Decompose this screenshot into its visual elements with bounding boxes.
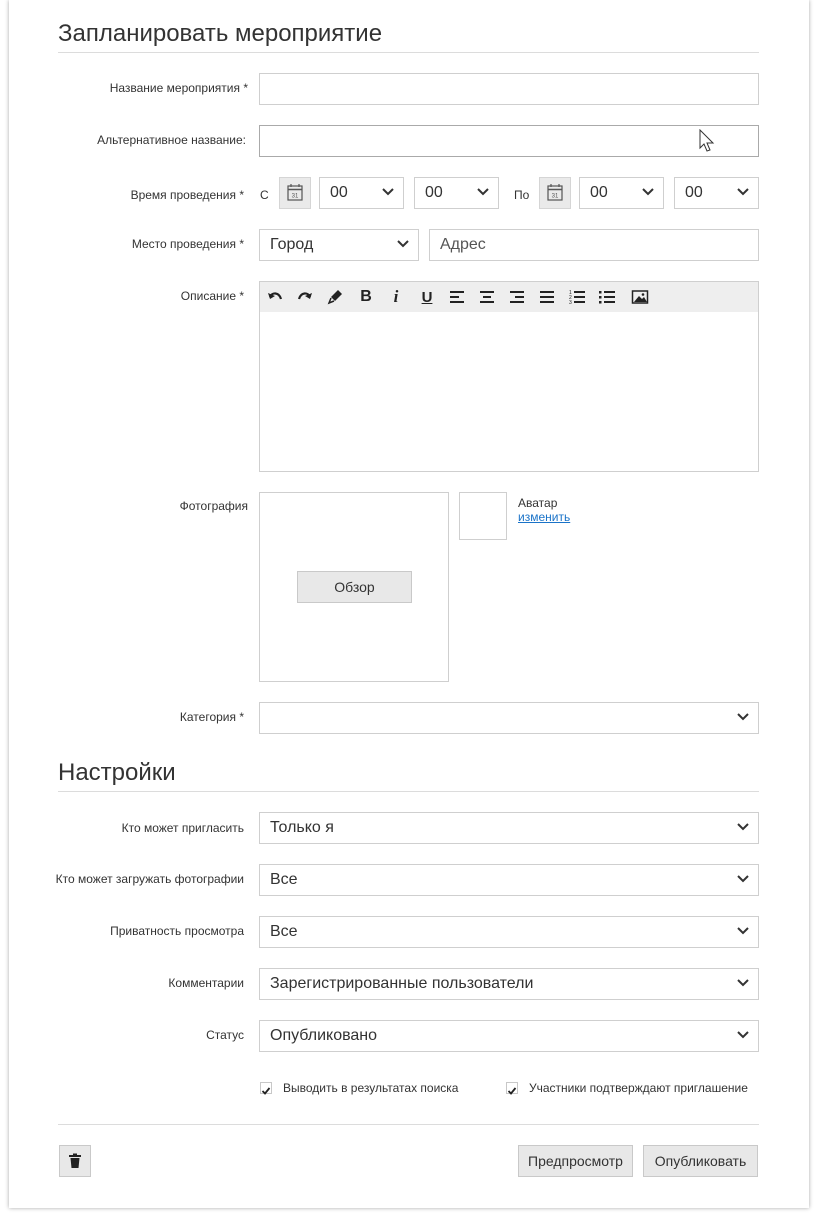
alt-name-input[interactable] (259, 125, 759, 157)
status-label: Статус (206, 1028, 244, 1042)
chevron-down-icon (381, 187, 395, 197)
from-hour-value: 00 (330, 184, 348, 201)
editor-toolbar (259, 281, 759, 313)
page-title: Запланировать мероприятие (58, 20, 383, 47)
clear-format-icon[interactable] (324, 286, 346, 308)
to-minute-select[interactable] (674, 177, 759, 209)
to-minute-value: 00 (685, 184, 703, 201)
avatar-label: Аватар (518, 496, 558, 510)
align-left-icon[interactable] (446, 286, 468, 308)
time-label: Время проведения * (130, 188, 244, 202)
chevron-down-icon (736, 978, 750, 988)
photo-label: Фотография (179, 499, 248, 513)
svg-text:3: 3 (569, 300, 572, 306)
confirm-invite-checkbox-label: Участники подтверждают приглашение (529, 1081, 748, 1095)
to-hour-value: 00 (590, 184, 608, 201)
confirm-invite-checkbox[interactable] (506, 1082, 518, 1094)
delete-button[interactable] (59, 1145, 91, 1177)
publish-button[interactable]: Опубликовать (643, 1145, 758, 1177)
to-calendar-button[interactable] (539, 177, 571, 209)
from-minute-value: 00 (425, 184, 443, 201)
trash-icon (68, 1153, 82, 1169)
description-editor-area[interactable] (259, 312, 759, 472)
align-justify-icon[interactable] (536, 286, 558, 308)
svg-text:2: 2 (569, 295, 572, 301)
chevron-down-icon (641, 187, 655, 197)
chevron-down-icon (736, 712, 750, 722)
category-label: Категория * (179, 710, 244, 724)
address-input[interactable]: Адрес (429, 229, 759, 261)
svg-text:31: 31 (291, 193, 299, 200)
place-label: Место проведения * (131, 237, 244, 251)
from-calendar-button[interactable] (279, 177, 311, 209)
status-select[interactable] (259, 1020, 759, 1052)
align-center-icon[interactable] (476, 286, 498, 308)
undo-icon[interactable] (264, 286, 286, 308)
city-select[interactable] (259, 229, 419, 261)
chevron-down-icon (736, 1030, 750, 1040)
alt-name-label: Альтернативное название: (97, 133, 246, 147)
redo-icon[interactable] (294, 286, 316, 308)
mouse-cursor-icon (699, 129, 715, 153)
privacy-label: Приватность просмотра (110, 924, 244, 938)
chevron-down-icon (736, 926, 750, 936)
checkmark-icon (261, 1086, 271, 1096)
comments-label: Комментарии (168, 976, 244, 990)
bullet-list-icon[interactable] (596, 286, 618, 308)
calendar-icon (280, 178, 310, 208)
image-icon[interactable] (629, 286, 651, 308)
invite-value: Только я (270, 819, 334, 836)
preview-button[interactable]: Предпросмотр (518, 1145, 633, 1177)
search-results-checkbox[interactable] (260, 1082, 272, 1094)
to-label: По (514, 188, 530, 202)
calendar-icon (540, 178, 570, 208)
upload-photos-select[interactable] (259, 864, 759, 896)
italic-icon[interactable]: i (393, 287, 399, 306)
footer-divider (58, 1124, 759, 1125)
to-hour-select[interactable] (579, 177, 664, 209)
description-label: Описание * (180, 289, 244, 303)
svg-text:31: 31 (551, 193, 559, 200)
browse-button[interactable]: Обзор (297, 571, 412, 603)
chevron-down-icon (736, 822, 750, 832)
privacy-value: Все (270, 923, 298, 940)
title-divider (58, 52, 759, 53)
invite-select[interactable] (259, 812, 759, 844)
chevron-down-icon (736, 187, 750, 197)
align-right-icon[interactable] (506, 286, 528, 308)
from-label: С (260, 188, 269, 202)
avatar-change-link[interactable]: изменить (518, 510, 571, 524)
upload-photos-value: Все (270, 871, 298, 888)
city-value: Город (270, 236, 314, 253)
category-select[interactable] (259, 702, 759, 734)
comments-select[interactable] (259, 968, 759, 1000)
status-value: Опубликовано (270, 1027, 378, 1044)
bold-icon[interactable]: B (360, 288, 372, 305)
settings-title: Настройки (58, 759, 176, 786)
chevron-down-icon (476, 187, 490, 197)
from-hour-select[interactable] (319, 177, 404, 209)
ordered-list-icon[interactable] (566, 286, 588, 308)
underline-icon[interactable]: U (421, 288, 433, 306)
privacy-select[interactable] (259, 916, 759, 948)
search-results-checkbox-label: Выводить в результатах поиска (283, 1081, 459, 1095)
chevron-down-icon (736, 874, 750, 884)
chevron-down-icon (396, 239, 410, 249)
invite-label: Кто может пригласить (121, 821, 244, 835)
avatar (459, 492, 507, 540)
settings-divider (58, 791, 759, 792)
comments-value: Зарегистрированные пользователи (270, 975, 534, 992)
svg-text:1: 1 (569, 290, 572, 296)
event-name-input[interactable] (259, 73, 759, 105)
from-minute-select[interactable] (414, 177, 499, 209)
event-name-label: Название мероприятия * (109, 81, 248, 95)
checkmark-icon (507, 1086, 517, 1096)
upload-photos-label: Кто может загружать фотографии (55, 872, 244, 886)
